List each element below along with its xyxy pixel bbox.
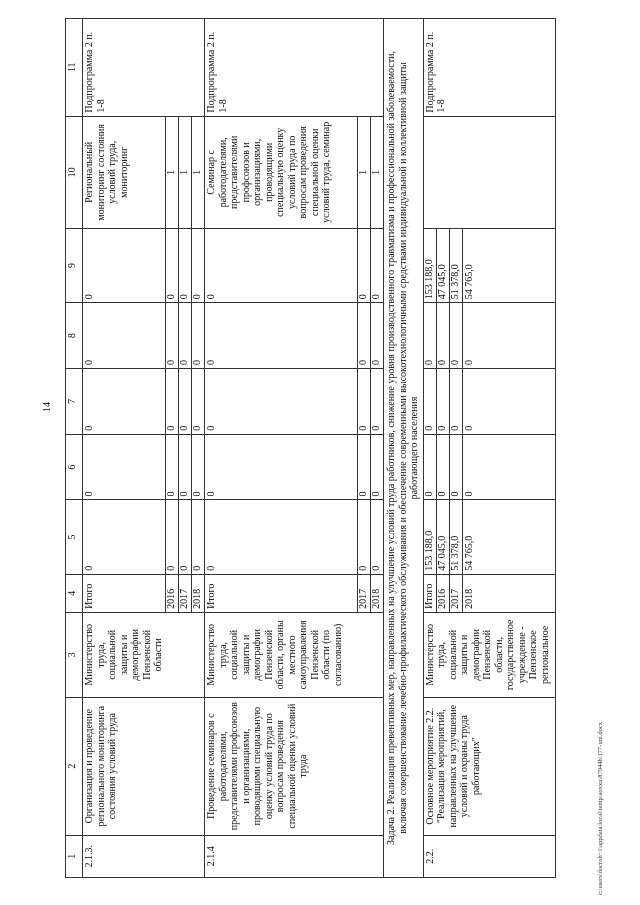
year-cell: 2018 [462, 574, 555, 612]
file-path-footer: c:\users\docroh~1\appdata\local\temp\aoxxu\87944b\177-uni.docx [597, 721, 604, 895]
value-cell: 0 [449, 434, 462, 500]
value-cell: 0 [358, 434, 371, 500]
value-cell: 0 [371, 434, 384, 500]
header-cell: 4 [66, 574, 83, 612]
value-cell: 54 765,0 [462, 229, 555, 303]
indicator-cell: Региональный мониторинг состояния условий труда, мониторинг [83, 116, 166, 228]
value-cell: 0 [358, 500, 371, 574]
value-cell: 0 [179, 303, 192, 369]
value-cell: 0 [462, 303, 555, 369]
value-cell: 0 [179, 434, 192, 500]
header-cell: 2 [66, 697, 83, 835]
indicator-cell [423, 116, 555, 228]
value-cell: 0 [166, 434, 179, 500]
header-cell: 8 [66, 303, 83, 369]
value-cell: 0 [423, 303, 436, 369]
year-cell: 2017 [449, 574, 462, 612]
table-row [205, 19, 358, 878]
year-cell: 2017 [179, 574, 192, 612]
value-cell: 153 188,0 [423, 229, 436, 303]
value-cell: 0 [83, 229, 166, 303]
subprogram-ref: Подпрограмма 2 п. 1-8 [83, 19, 205, 117]
header-cell: 9 [66, 229, 83, 303]
task-row [384, 19, 424, 878]
value-cell: 0 [371, 500, 384, 574]
header-cell: 3 [66, 612, 83, 697]
indicator-cell: Семинар с работодателями, представителями профсоюзов и организациями, проводящими специальную оценку условий труда по вопросам проведения специальной оценки условий труда, семинар [205, 116, 358, 228]
indicator-cell: 1 [358, 116, 371, 228]
value-cell: 0 [192, 369, 205, 435]
value-cell: 0 [436, 303, 449, 369]
value-cell: 0 [423, 434, 436, 500]
value-cell: 47 045,0 [436, 229, 449, 303]
row-number: 2.1.3. [83, 835, 205, 877]
table-row [423, 19, 436, 878]
value-cell: 0 [449, 303, 462, 369]
value-cell: 0 [166, 500, 179, 574]
value-cell: 0 [205, 500, 358, 574]
value-cell: 47 045,0 [436, 500, 449, 574]
indicator-cell: 1 [192, 116, 205, 228]
year-cell: 2018 [192, 574, 205, 612]
value-cell: 0 [436, 369, 449, 435]
value-cell: 153 188,0 [423, 500, 436, 574]
year-cell: 2017 [358, 574, 371, 612]
header-cell: 5 [66, 500, 83, 574]
indicator-cell: 1 [371, 116, 384, 228]
header-cell: 10 [66, 116, 83, 228]
measures-table [65, 18, 556, 878]
value-cell: 0 [166, 303, 179, 369]
value-cell: 0 [83, 369, 166, 435]
value-cell: 0 [371, 303, 384, 369]
task-heading: Задача 2. Реализация превентивных мер, направленных на улучшение условий труда работников, снижение уровня производственного травматизма и профессиональной заболеваемости, включая совершенствование лечебно-профилактического обслуживания и обеспечение современными высокотехнологичными средствами индивидуальной и коллективной защиты работающего населения [384, 19, 424, 878]
rotated-table-container [65, 18, 585, 878]
executor: Министерство труда, социальной защиты и демографии Пензенской области, государственное учреждение - Пензенское региональное [423, 612, 555, 697]
value-cell: 0 [83, 500, 166, 574]
value-cell: 0 [179, 500, 192, 574]
value-cell: 0 [166, 369, 179, 435]
header-cell: 6 [66, 434, 83, 500]
value-cell: 0 [205, 303, 358, 369]
executor: Министерство труда, социальной защиты и демографии Пензенской области [83, 612, 205, 697]
header-cell: 11 [66, 19, 83, 117]
value-cell: 0 [179, 369, 192, 435]
value-cell: 0 [358, 303, 371, 369]
value-cell: 0 [83, 303, 166, 369]
year-cell: 2016 [166, 574, 179, 612]
value-cell: 0 [192, 229, 205, 303]
row-number: 2.2. [423, 835, 555, 877]
value-cell: 0 [423, 369, 436, 435]
value-cell: 0 [462, 434, 555, 500]
value-cell: 0 [358, 369, 371, 435]
value-cell: 0 [371, 369, 384, 435]
measure-name: Основное мероприятие 2.2. "Реализация мероприятий, направленных на улучшение условий и охраны труда работающих" [423, 697, 555, 835]
subprogram-ref: Подпрограмма 2 п. 1-8 [423, 19, 555, 117]
value-cell: 51 378,0 [449, 229, 462, 303]
header-cell: 7 [66, 369, 83, 435]
value-cell: 0 [192, 303, 205, 369]
value-cell: 0 [166, 229, 179, 303]
value-cell: 0 [449, 369, 462, 435]
value-cell: 0 [358, 229, 371, 303]
year-cell: 2018 [371, 574, 384, 612]
value-cell: 0 [192, 434, 205, 500]
value-cell: 0 [83, 434, 166, 500]
year-cell: Итого [423, 574, 436, 612]
table-row [83, 19, 166, 878]
measure-name: Проведение семинаров с работодателями, представителями профсоюзов и организациями, проводящими специальную оценку условий труда по вопросам проведения специальной оценки условий труда [205, 697, 384, 835]
year-cell: Итого [205, 574, 358, 612]
value-cell: 0 [205, 434, 358, 500]
year-cell: 2016 [436, 574, 449, 612]
indicator-cell: 1 [179, 116, 192, 228]
value-cell: 54 765,0 [462, 500, 555, 574]
row-number: 2.1.4 [205, 835, 384, 877]
subprogram-ref: Подпрограмма 2 п. 1-8 [205, 19, 384, 117]
value-cell: 0 [179, 229, 192, 303]
value-cell: 0 [371, 229, 384, 303]
page-number: 14 [42, 402, 53, 412]
executor: Министерство труда, социальной защиты и демографии Пензенской области, органы местного самоуправления Пензенской области (по согласованию) [205, 612, 384, 697]
value-cell: 0 [462, 369, 555, 435]
value-cell: 0 [205, 369, 358, 435]
value-cell: 0 [192, 500, 205, 574]
value-cell: 0 [205, 229, 358, 303]
value-cell: 51 378,0 [449, 500, 462, 574]
measure-name: Организация и проведение регионального мониторинга состояния условий труда [83, 697, 205, 835]
value-cell: 0 [436, 434, 449, 500]
year-cell: Итого [83, 574, 166, 612]
indicator-cell: 1 [166, 116, 179, 228]
header-row [66, 19, 83, 878]
header-cell: 1 [66, 835, 83, 877]
